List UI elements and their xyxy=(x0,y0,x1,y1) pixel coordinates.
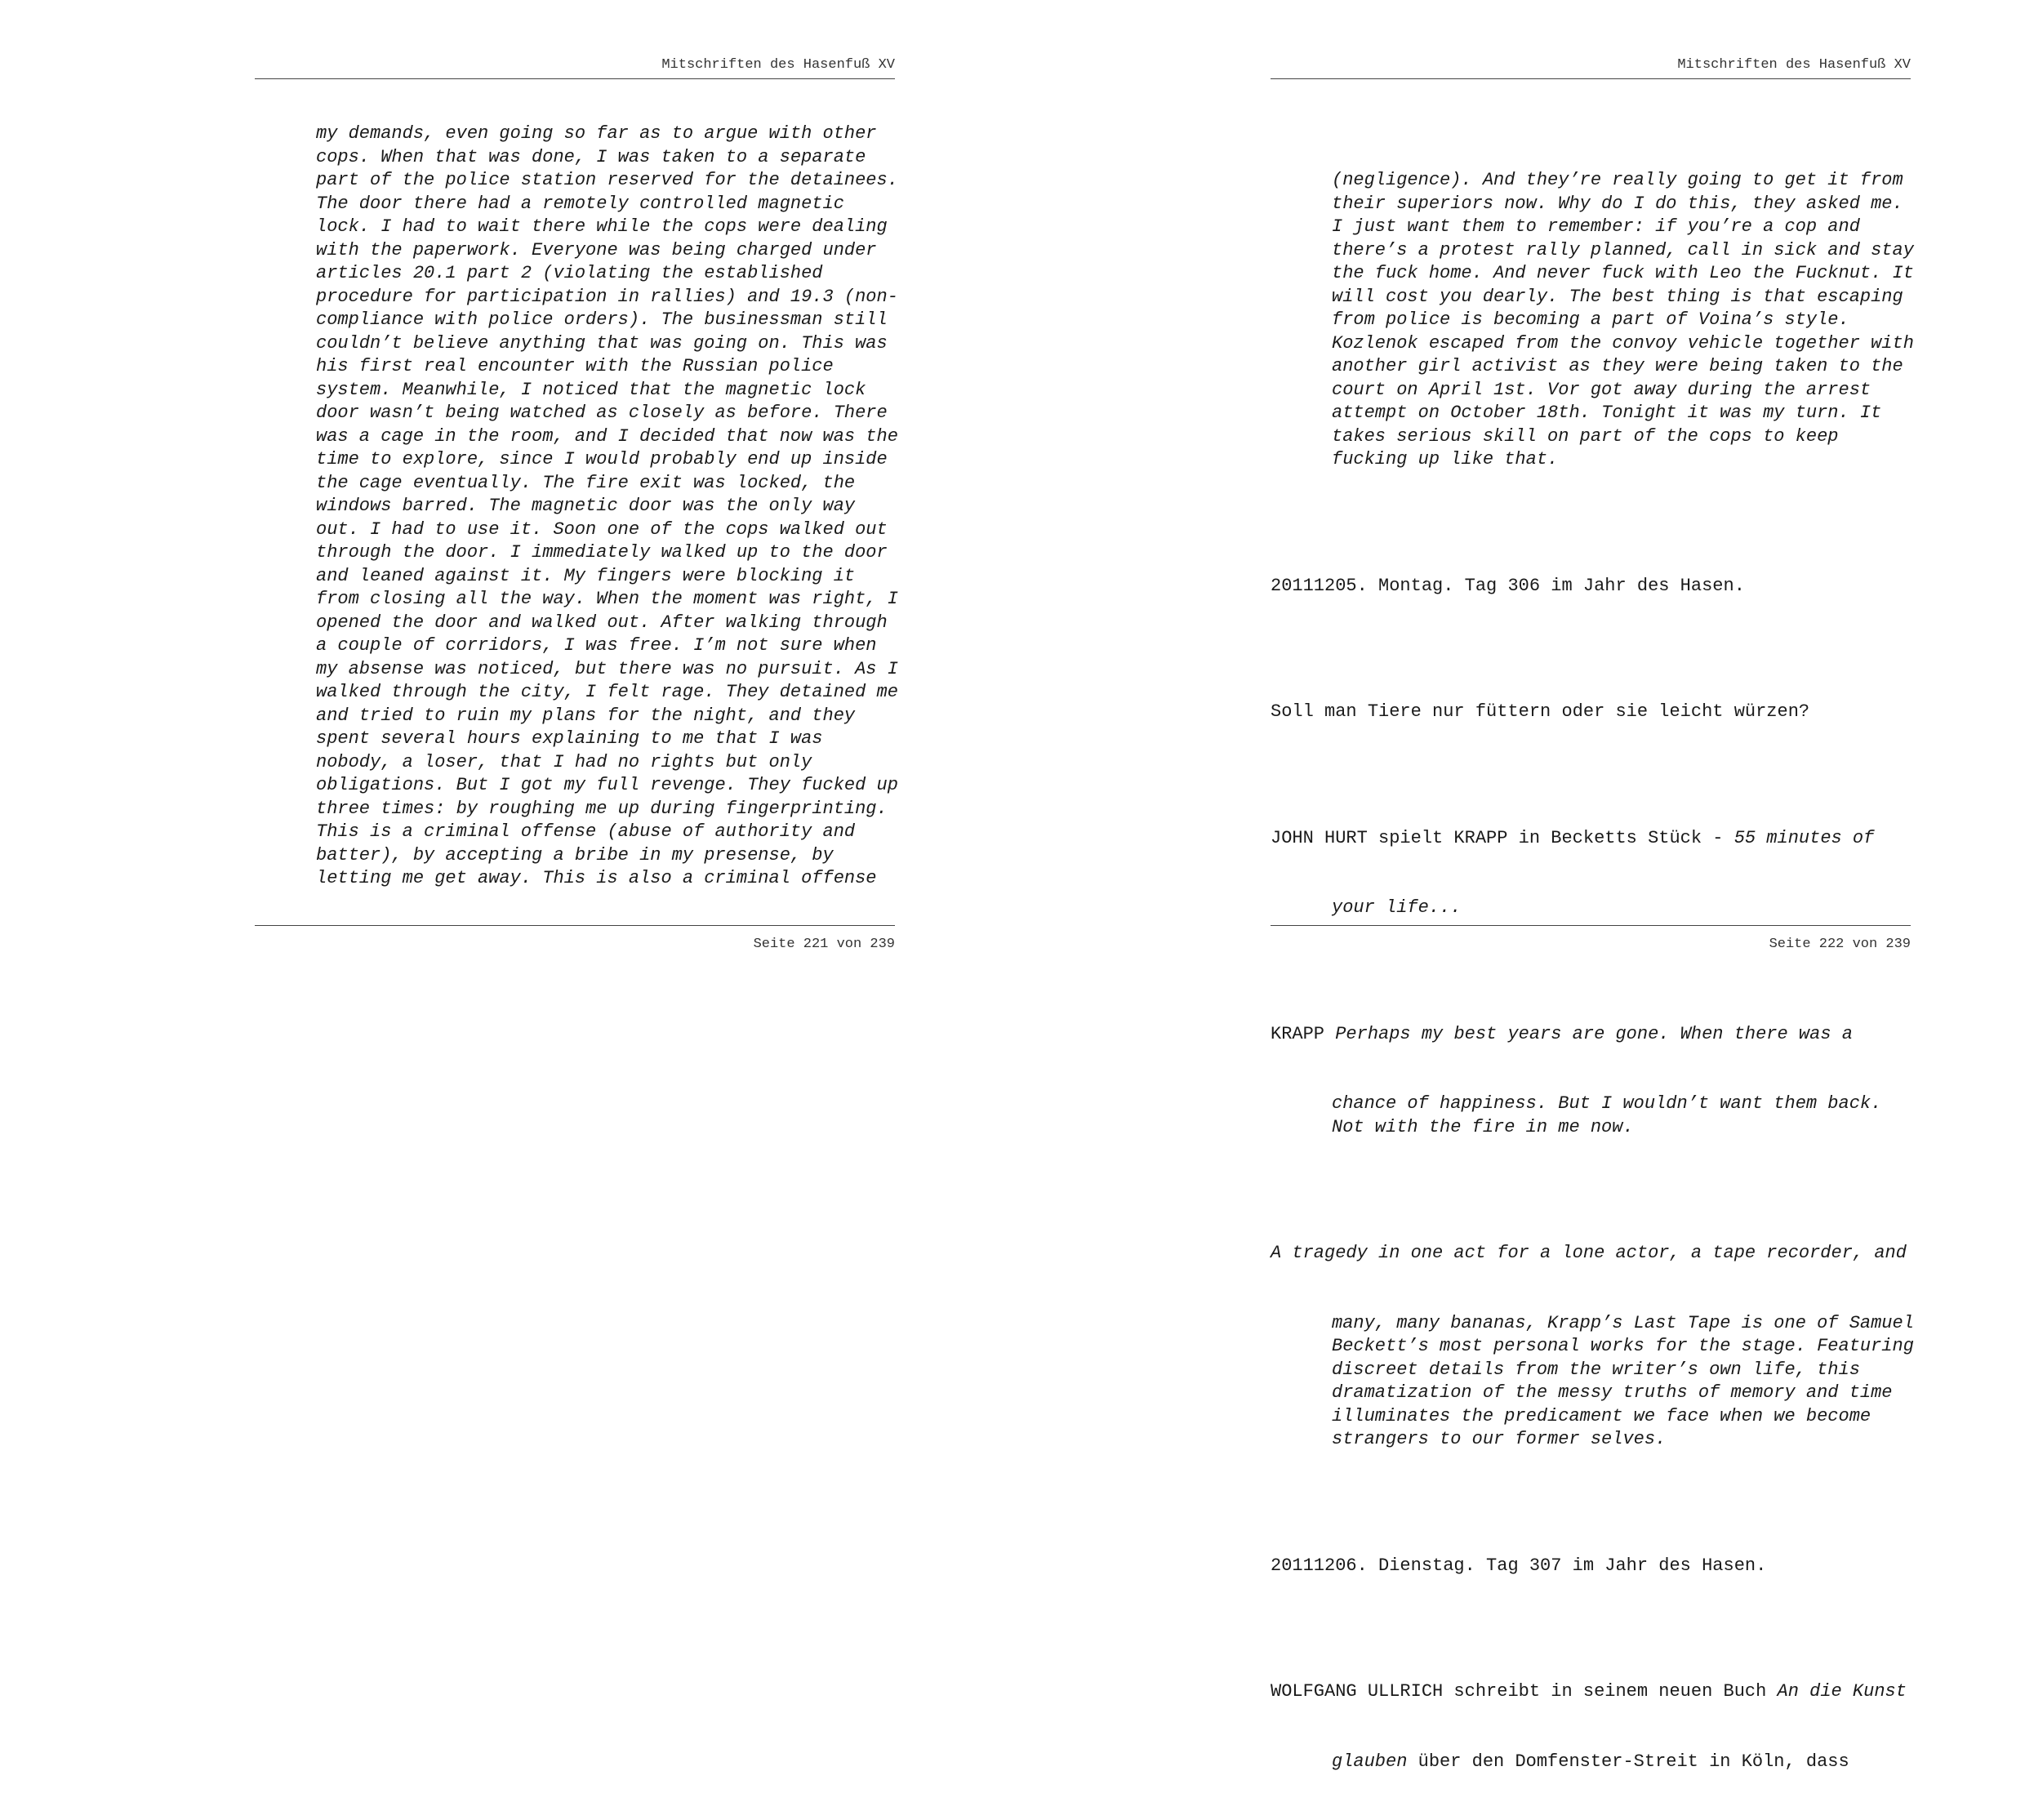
text-line: (negligence). And they’re really going to get it from xyxy=(1332,170,1903,190)
text-line: couldn’t believe anything that was going on. This was xyxy=(316,332,888,354)
text-line: discreet details from the writer’s own life, this xyxy=(1332,1359,1860,1380)
text-line: articles 20.1 part 2 (violating the established xyxy=(316,263,823,283)
text-line: attempt on October 18th. Tonight it was my turn. It xyxy=(1332,403,1882,423)
right-page xyxy=(1271,0,1914,1772)
ullrich-entry: WOLFGANG ULLRICH schreibt in seinem neuen Buch An die Kunst xyxy=(1271,1681,1907,1702)
running-header: Mitschriften des Hasenfuß XV xyxy=(661,57,895,73)
diary-question: Soll man Tiere nur füttern oder sie leicht würzen? xyxy=(1271,701,1810,722)
text-line: out. I had to use it. Soon one of the cops walked out xyxy=(316,518,888,540)
left-page xyxy=(255,0,898,1012)
krapp-entry-cont xyxy=(1271,1092,1914,1139)
text-line: was a cage in the room, and I decided that now was the xyxy=(316,425,898,447)
text-line: takes serious skill on part of the cops to keep xyxy=(1332,425,1839,447)
text-line: spent several hours explaining to me that I was xyxy=(316,728,823,749)
text-line: compliance with police orders). The businessman still xyxy=(316,309,888,330)
text-line: The door there had a remotely controlled magnetic xyxy=(316,193,844,214)
text-line: his first real encounter with the Russian police xyxy=(316,356,834,376)
text-line: strangers to our former selves. xyxy=(1332,1429,1667,1449)
text-line: chance of happiness. But I wouldn’t want them back. xyxy=(1332,1093,1882,1114)
text-line: Beckett’s most personal works for the stage. Featuring xyxy=(1332,1336,1914,1356)
text-line: opened the door and walked out. After walking through xyxy=(316,612,888,633)
text-line: walked through the city, I felt rage. They detained me xyxy=(316,682,898,702)
text-line: windows barred. The magnetic door was the only way xyxy=(316,496,856,516)
text-line: obligations. But I got my full revenge. They fucked up xyxy=(316,775,898,795)
text-line: fucking up like that. xyxy=(1332,449,1559,469)
text-line: Kozlenok escaped from the convoy vehicle together with xyxy=(1332,332,1914,354)
text-line: I just want them to remember: if you’re a cop and xyxy=(1332,216,1860,237)
text-line: a couple of corridors, I was free. I’m not sure when xyxy=(316,635,877,656)
text-line: letting me get away. This is also a criminal offense xyxy=(316,868,877,888)
text-line: part of the police station reserved for the detainees. xyxy=(316,170,898,190)
page-number: Seite 221 von 239 xyxy=(753,937,895,952)
text-line: illuminates the predicament we face when we become xyxy=(1332,1405,1871,1426)
text-line: their superiors now. Why do I do this, they asked me. xyxy=(1332,193,1903,214)
text-line: dramatization of the messy truths of memory and time xyxy=(1332,1382,1893,1403)
text-line: the fuck home. And never fuck with Leo the Fucknut. It xyxy=(1332,263,1914,283)
text-line: batter), by accepting a bribe in my presense, by xyxy=(316,844,834,866)
text-line: and leaned against it. My fingers were blocking it xyxy=(316,565,856,586)
text-line: door wasn’t being watched as closely as before. There xyxy=(316,403,888,423)
text-line: my absense was noticed, but there was no pursuit. As I xyxy=(316,658,898,679)
text-line: from closing all the way. When the moment was right, I xyxy=(316,589,898,609)
text-line: my demands, even going so far as to argue with other xyxy=(316,123,877,144)
hurt-entry: JOHN HURT spielt KRAPP in Becketts Stück - 55 minutes of xyxy=(1271,827,1875,848)
text-line: and tried to ruin my plans for the night, and they xyxy=(316,705,856,726)
text-line: system. Meanwhile, I noticed that the magnetic lock xyxy=(316,379,866,400)
text-line: through the door. I immediately walked up to the door xyxy=(316,542,888,563)
text-line: procedure for participation in rallies) and 19.3 (non- xyxy=(316,286,898,307)
footer-rule xyxy=(1271,925,1911,926)
text-line: Not with the fire in me now. xyxy=(1332,1116,1634,1137)
tragedy-entry: A tragedy in one act for a lone actor, a tape recorder, and xyxy=(1271,1243,1907,1263)
text-line: the cage eventually. The fire exit was locked, the xyxy=(316,472,856,493)
running-header: Mitschriften des Hasenfuß XV xyxy=(1677,57,1911,73)
text-line: there’s a protest rally planned, call in sick and stay xyxy=(1332,239,1914,260)
text-line: three times: by roughing me up during fingerprinting. xyxy=(316,798,888,819)
text-line: time to explore, since I would probably end up inside xyxy=(316,449,888,469)
right-page-body xyxy=(1271,122,1914,1820)
diary-date: 20111205. Montag. Tag 306 im Jahr des Hasen. xyxy=(1271,575,1745,596)
ullrich-entry-cont: glauben über den Domfenster-Streit in Köln, dass xyxy=(1332,1751,1849,1772)
header-rule xyxy=(255,78,895,79)
header-rule xyxy=(1271,78,1911,79)
text-line: court on April 1st. Vor got away during the arrest xyxy=(1332,379,1871,400)
text-line: lock. I had to wait there while the cops were dealing xyxy=(316,216,888,237)
text-line: will cost you dearly. The best thing is that escaping xyxy=(1332,286,1903,307)
text-line: This is a criminal offense (abuse of authority and xyxy=(316,821,856,842)
krapp-entry: KRAPP Perhaps my best years are gone. When there was a xyxy=(1271,1023,1853,1044)
left-page-body xyxy=(316,122,898,891)
text-line: with the paperwork. Everyone was being charged under xyxy=(316,239,877,260)
text-line: nobody, a loser, that I had no rights but only xyxy=(316,751,812,772)
tragedy-entry-cont xyxy=(1271,1312,1914,1452)
text-line: from police is becoming a part of Voina’s style. xyxy=(1332,309,1849,330)
text-line: another girl activist as they were being taken to the xyxy=(1332,356,1903,376)
page-number: Seite 222 von 239 xyxy=(1769,937,1911,952)
text-line: many, many bananas, Krapp’s Last Tape is one of Samuel xyxy=(1332,1312,1914,1333)
quote-continuation xyxy=(1271,169,1914,472)
diary-date-2: 20111206. Dienstag. Tag 307 im Jahr des Hasen. xyxy=(1271,1555,1767,1576)
footer-rule xyxy=(255,925,895,926)
text-line: cops. When that was done, I was taken to a separate xyxy=(316,146,866,167)
hurt-entry-cont: your life... xyxy=(1332,897,1462,918)
